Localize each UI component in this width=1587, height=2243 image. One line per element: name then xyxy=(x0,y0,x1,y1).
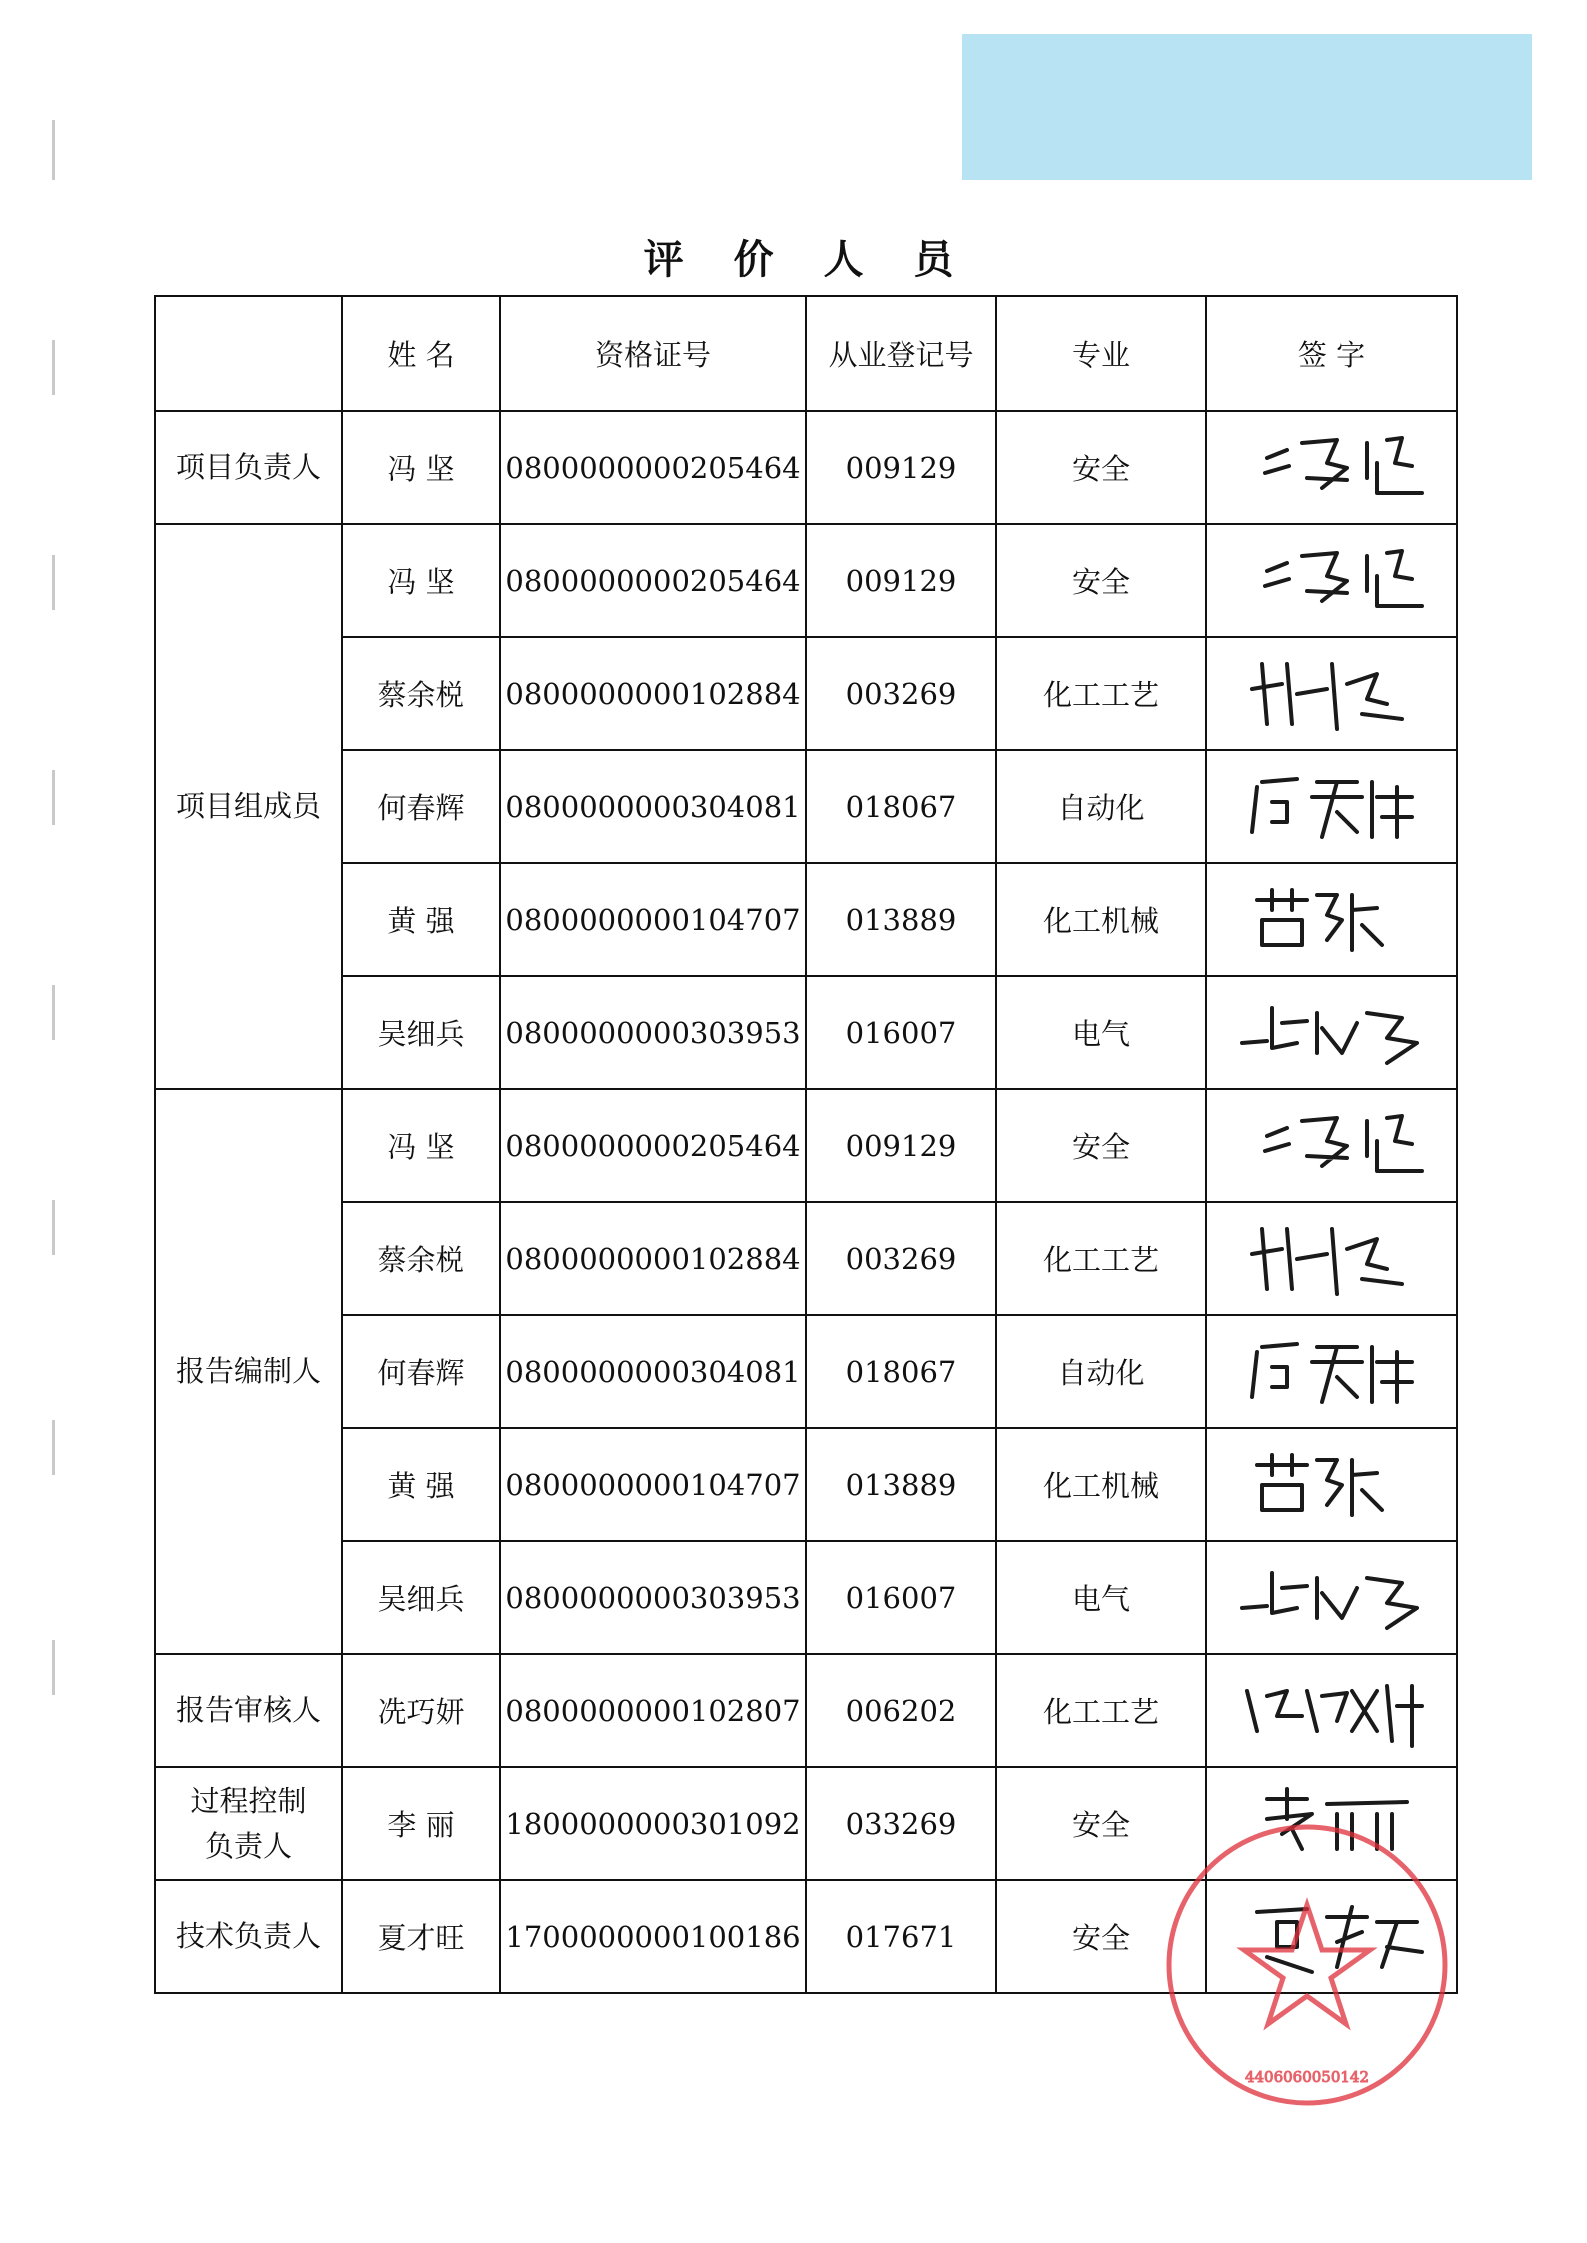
reg-cell: 017671 xyxy=(806,1880,996,1993)
table-row xyxy=(155,976,1457,1089)
reg-cell: 009129 xyxy=(806,1089,996,1202)
major-cell: 电气 xyxy=(996,976,1206,1089)
reg-cell: 016007 xyxy=(806,976,996,1089)
table-row xyxy=(155,1202,1457,1315)
major-cell: 化工工艺 xyxy=(996,1202,1206,1315)
signature-cell xyxy=(1206,637,1457,750)
name-cell: 何春辉 xyxy=(342,750,500,863)
handwritten-signature xyxy=(1227,1548,1437,1648)
cert-cell: 1800000000301092 xyxy=(500,1767,806,1880)
cert-cell: 0800000000205464 xyxy=(500,1089,806,1202)
signature-cell xyxy=(1206,411,1457,524)
cert-cell: 0800000000102807 xyxy=(500,1654,806,1767)
punch-mark xyxy=(52,985,55,1040)
table-row xyxy=(155,863,1457,976)
name-cell: 冯 坚 xyxy=(342,524,500,637)
signature-cell xyxy=(1206,1202,1457,1315)
handwritten-signature xyxy=(1227,1096,1437,1196)
handwritten-signature xyxy=(1227,1887,1437,1987)
header-reg: 从业登记号 xyxy=(806,296,996,411)
name-cell: 黄 强 xyxy=(342,1428,500,1541)
reg-cell: 033269 xyxy=(806,1767,996,1880)
name-cell: 吴细兵 xyxy=(342,976,500,1089)
table-row xyxy=(155,637,1457,750)
cert-cell: 1700000000100186 xyxy=(500,1880,806,1993)
seal-number: 4406060050142 xyxy=(1244,2068,1370,2086)
handwritten-signature xyxy=(1227,418,1437,518)
reg-cell: 013889 xyxy=(806,863,996,976)
role-cell: 报告编制人 xyxy=(155,1089,342,1654)
punch-mark xyxy=(52,340,55,395)
signature-cell xyxy=(1206,750,1457,863)
cert-cell: 0800000000303953 xyxy=(500,976,806,1089)
cert-cell: 0800000000303953 xyxy=(500,1541,806,1654)
page-title: 评 价 人 员 xyxy=(643,236,972,283)
cert-cell: 0800000000104707 xyxy=(500,1428,806,1541)
table-row xyxy=(155,1315,1457,1428)
reg-cell: 009129 xyxy=(806,411,996,524)
cert-cell: 0800000000102884 xyxy=(500,1202,806,1315)
name-cell: 蔡余棁 xyxy=(342,1202,500,1315)
table-row xyxy=(155,1541,1457,1654)
cert-cell: 0800000000102884 xyxy=(500,637,806,750)
handwritten-signature xyxy=(1227,531,1437,631)
punch-mark xyxy=(52,120,55,180)
table-row xyxy=(155,1767,1457,1880)
name-cell: 冯 坚 xyxy=(342,1089,500,1202)
cert-cell: 0800000000104707 xyxy=(500,863,806,976)
handwritten-signature xyxy=(1227,757,1437,857)
handwritten-signature xyxy=(1227,644,1437,744)
role-cell: 报告审核人 xyxy=(155,1654,342,1767)
signature-cell xyxy=(1206,976,1457,1089)
reg-cell: 018067 xyxy=(806,1315,996,1428)
handwritten-signature xyxy=(1227,1661,1437,1761)
punch-mark xyxy=(52,1200,55,1255)
cert-cell: 0800000000205464 xyxy=(500,524,806,637)
cert-cell: 0800000000304081 xyxy=(500,1315,806,1428)
punch-mark xyxy=(52,1640,55,1695)
role-cell: 过程控制 负责人 xyxy=(155,1767,342,1880)
handwritten-signature xyxy=(1227,1322,1437,1422)
signature-cell xyxy=(1206,1089,1457,1202)
major-cell: 安全 xyxy=(996,411,1206,524)
reg-cell: 003269 xyxy=(806,1202,996,1315)
header-name: 姓 名 xyxy=(342,296,500,411)
header-signature: 签 字 xyxy=(1206,296,1457,411)
reg-cell: 003269 xyxy=(806,637,996,750)
name-cell: 冼巧妍 xyxy=(342,1654,500,1767)
name-cell: 黄 强 xyxy=(342,863,500,976)
signature-cell xyxy=(1206,524,1457,637)
name-cell: 吴细兵 xyxy=(342,1541,500,1654)
handwritten-signature xyxy=(1227,1774,1437,1874)
major-cell: 安全 xyxy=(996,1767,1206,1880)
header-cert: 资格证号 xyxy=(500,296,806,411)
handwritten-signature xyxy=(1227,870,1437,970)
table-row xyxy=(155,750,1457,863)
reg-cell: 018067 xyxy=(806,750,996,863)
major-cell: 化工机械 xyxy=(996,1428,1206,1541)
reg-cell: 009129 xyxy=(806,524,996,637)
punch-mark xyxy=(52,770,55,825)
table-row xyxy=(155,524,1457,637)
major-cell: 自动化 xyxy=(996,1315,1206,1428)
signature-cell xyxy=(1206,1315,1457,1428)
signature-cell xyxy=(1206,1880,1457,1993)
punch-mark xyxy=(52,1420,55,1475)
major-cell: 安全 xyxy=(996,1880,1206,1993)
name-cell: 李 丽 xyxy=(342,1767,500,1880)
major-cell: 化工工艺 xyxy=(996,1654,1206,1767)
name-cell: 蔡余棁 xyxy=(342,637,500,750)
reg-cell: 016007 xyxy=(806,1541,996,1654)
role-cell: 技术负责人 xyxy=(155,1880,342,1993)
table-row xyxy=(155,411,1457,524)
signature-cell xyxy=(1206,1541,1457,1654)
header-role xyxy=(155,296,342,411)
major-cell: 安全 xyxy=(996,1089,1206,1202)
signature-cell xyxy=(1206,1767,1457,1880)
cert-cell: 0800000000304081 xyxy=(500,750,806,863)
name-cell: 夏才旺 xyxy=(342,1880,500,1993)
table-row xyxy=(155,1880,1457,1993)
table-header-row xyxy=(155,296,1457,411)
table-row xyxy=(155,1089,1457,1202)
table-row xyxy=(155,1654,1457,1767)
cert-cell: 0800000000205464 xyxy=(500,411,806,524)
reg-cell: 013889 xyxy=(806,1428,996,1541)
major-cell: 安全 xyxy=(996,524,1206,637)
major-cell: 化工工艺 xyxy=(996,637,1206,750)
major-cell: 电气 xyxy=(996,1541,1206,1654)
role-cell: 项目负责人 xyxy=(155,411,342,524)
handwritten-signature xyxy=(1227,983,1437,1083)
signature-cell xyxy=(1206,863,1457,976)
name-cell: 冯 坚 xyxy=(342,411,500,524)
evaluators-table xyxy=(154,295,1458,1994)
reg-cell: 006202 xyxy=(806,1654,996,1767)
blue-highlight-patch xyxy=(962,34,1532,180)
signature-cell xyxy=(1206,1654,1457,1767)
major-cell: 化工机械 xyxy=(996,863,1206,976)
handwritten-signature xyxy=(1227,1209,1437,1309)
name-cell: 何春辉 xyxy=(342,1315,500,1428)
punch-mark xyxy=(52,555,55,610)
role-cell: 项目组成员 xyxy=(155,524,342,1089)
handwritten-signature xyxy=(1227,1435,1437,1535)
table-row xyxy=(155,1428,1457,1541)
header-major: 专业 xyxy=(996,296,1206,411)
signature-cell xyxy=(1206,1428,1457,1541)
major-cell: 自动化 xyxy=(996,750,1206,863)
